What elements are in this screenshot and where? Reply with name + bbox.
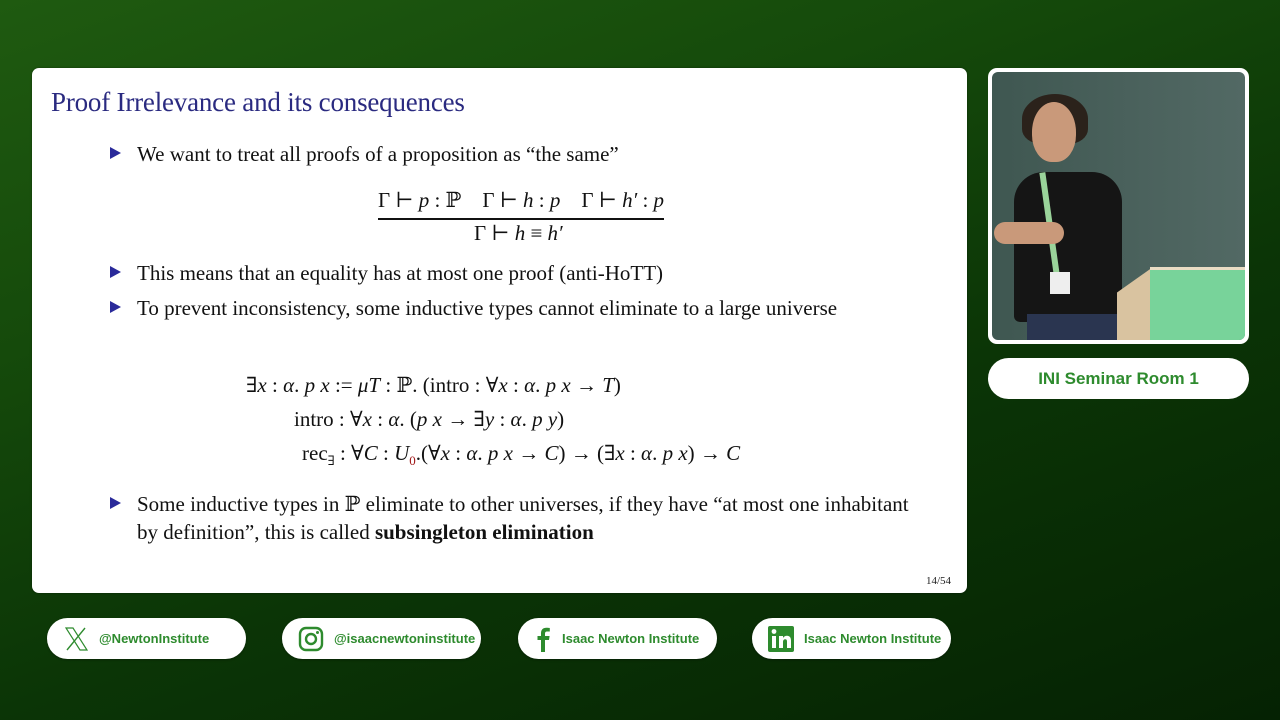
bullet-triangle-icon bbox=[110, 266, 121, 278]
room-label: INI Seminar Room 1 bbox=[988, 358, 1249, 399]
social-linkedin[interactable]: Isaac Newton Institute bbox=[752, 618, 951, 659]
speaker-video bbox=[988, 68, 1249, 344]
bullet-3: To prevent inconsistency, some inductive types cannot eliminate to a large universe bbox=[110, 294, 900, 322]
definition-exists: ∃x : α. p x := μT : ℙ. (intro : ∀x : α. p x → T) bbox=[246, 373, 621, 397]
bullet-4: Some inductive types in ℙ eliminate to other universes, if they have “at most one inhabitant by definition”, this is called subsingleton elimination bbox=[110, 490, 920, 546]
bullet-2: This means that an equality has at most one proof (anti-HoTT) bbox=[110, 259, 910, 287]
podium bbox=[1150, 267, 1245, 340]
rule-conclusion: Γ ⊢ h ≡ h′ bbox=[474, 221, 563, 245]
definition-rec: rec$_\exists$ : ∀C : $U_0.(\forall x$ : α. p x → C) → (∃x : α. p x) → C bbox=[302, 441, 741, 469]
slide bbox=[32, 68, 967, 593]
bullet-triangle-icon bbox=[110, 301, 121, 313]
social-instagram[interactable]: @isaacnewtoninstitute bbox=[282, 618, 481, 659]
bullet-triangle-icon bbox=[110, 147, 121, 159]
social-facebook[interactable]: Isaac Newton Institute bbox=[518, 618, 717, 659]
social-x[interactable]: @NewtonInstitute bbox=[47, 618, 246, 659]
bullet-1: We want to treat all proofs of a proposition as “the same” bbox=[110, 140, 870, 168]
linkedin-icon bbox=[766, 624, 796, 654]
facebook-icon bbox=[528, 624, 558, 654]
speaker-video-frame bbox=[992, 72, 1245, 340]
rule-line bbox=[378, 218, 664, 220]
slide-title: Proof Irrelevance and its consequences bbox=[51, 87, 465, 117]
page-number: 14/54 bbox=[925, 575, 951, 587]
rule-premises: Γ ⊢ p : ℙ Γ ⊢ h : p Γ ⊢ h′ : p bbox=[378, 188, 665, 212]
bullet-triangle-icon bbox=[110, 497, 121, 509]
instagram-icon bbox=[296, 624, 326, 654]
definition-intro: intro : ∀x : α. (p x → ∃y : α. p y) bbox=[294, 407, 565, 431]
subsingleton-elimination-term: subsingleton elimination bbox=[374, 520, 594, 544]
x-twitter-icon bbox=[61, 624, 91, 654]
